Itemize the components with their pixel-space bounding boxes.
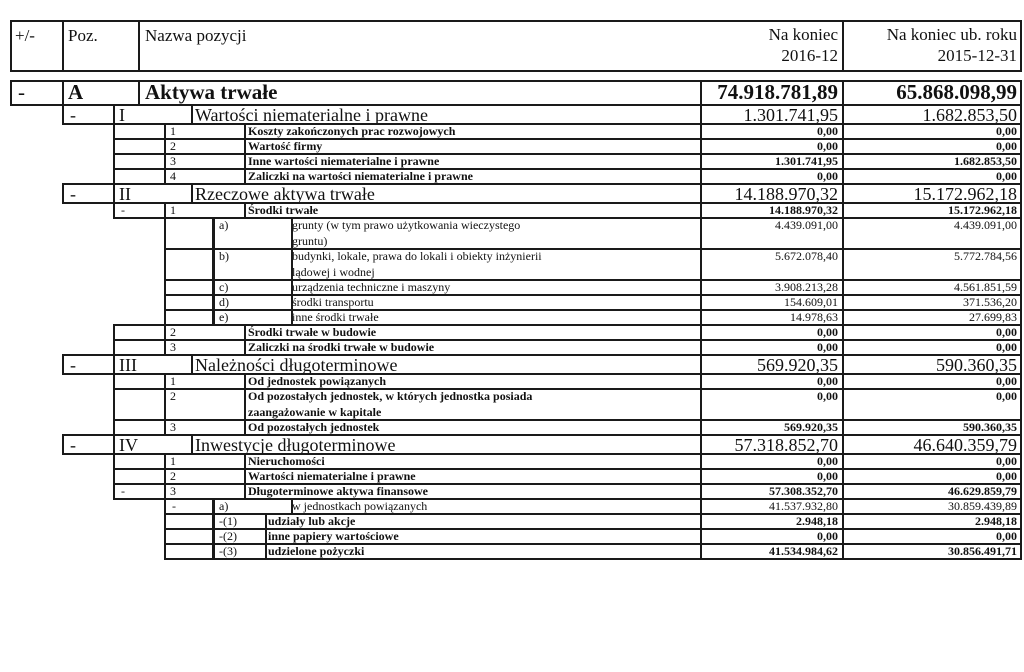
row-name: Wartość firmy (248, 139, 323, 153)
row-name: Zaliczki na środki trwałe w budowie (248, 340, 435, 354)
row-code: 1 (170, 454, 176, 468)
row-name: Zaliczki na wartości niematerialne i prawne (248, 169, 473, 183)
row-name: Nieruchomości (248, 454, 325, 468)
row-prev-value: 0,00 (996, 529, 1017, 543)
header-current-line1: Na koniec (768, 25, 838, 44)
row-prev-value: 27.699,83 (969, 310, 1017, 324)
row-name: inne papiery wartościowe (268, 529, 399, 543)
row-current-value: 0,00 (817, 340, 838, 354)
row-code: e) (219, 310, 229, 324)
row-code: -(1) (219, 514, 237, 528)
row-current-value: 41.537.932,80 (769, 499, 838, 513)
row-prev-value: 65.868.098,99 (896, 80, 1017, 104)
row-code: 3 (170, 154, 176, 168)
row-code: -(2) (219, 529, 237, 543)
row-current-value: 0,00 (817, 374, 838, 388)
row-prev-value: 2.948,18 (975, 514, 1017, 528)
row-prev-value: 0,00 (996, 139, 1017, 153)
row-code: 3 (170, 340, 176, 354)
row-prev-value: 46.629.859,79 (948, 484, 1017, 498)
row-current-value: 154.609,01 (784, 295, 838, 309)
row-toggle-icon[interactable]: - (70, 184, 76, 204)
row-toggle-icon[interactable]: - (18, 80, 25, 104)
row-code: IV (119, 435, 138, 455)
row-name: Środki trwałe (248, 203, 319, 217)
row-toggle-icon[interactable]: - (172, 499, 176, 513)
row-current-value: 57.318.852,70 (734, 435, 838, 455)
row-current-value: 0,00 (817, 139, 838, 153)
row-code: 1 (170, 374, 176, 388)
row-code: 1 (170, 124, 176, 138)
row-current-value: 1.301.741,95 (743, 105, 838, 125)
row-code-cell (164, 388, 246, 421)
row-toggle-cell (164, 248, 214, 281)
row-code: 2 (170, 389, 176, 403)
row-current-value: 41.534.984,62 (769, 544, 838, 558)
row-name: Inne wartości niematerialne i prawne (248, 154, 440, 168)
row-prev-value: 46.640.359,79 (913, 435, 1017, 455)
row-prev-value: 0,00 (996, 469, 1017, 483)
row-current-value: 14.188.970,32 (769, 203, 838, 217)
row-code: 2 (170, 325, 176, 339)
row-prev-value: 590.360,35 (936, 355, 1017, 375)
row-current-value: 0,00 (817, 529, 838, 543)
row-name: Od pozostałych jednostek, w których jednostka posiada (248, 389, 533, 403)
row-prev-value: 5.772.784,56 (954, 249, 1017, 263)
row-toggle-icon[interactable]: - (121, 203, 125, 217)
row-code: a) (219, 499, 229, 513)
row-code: II (119, 184, 131, 204)
row-code: 3 (170, 484, 176, 498)
row-code: 1 (170, 203, 176, 217)
row-current-value: 14.978,63 (790, 310, 838, 324)
row-current-value: 5.672.078,40 (775, 249, 838, 263)
row-prev-value: 30.856.491,71 (948, 544, 1017, 558)
row-current-value: 0,00 (817, 454, 838, 468)
row-prev-value: 0,00 (996, 454, 1017, 468)
row-code: I (119, 105, 125, 125)
row-prev-value: 371.536,20 (963, 295, 1017, 309)
row-name: Od jednostek powiązanych (248, 374, 387, 388)
row-current-value: 0,00 (817, 469, 838, 483)
row-prev-value: 0,00 (996, 389, 1017, 403)
row-code: -(3) (219, 544, 237, 558)
row-current-value: 569.920,35 (784, 420, 838, 434)
header-prev-line2: 2015-12-31 (937, 46, 1017, 65)
row-name: Środki trwałe w budowie (248, 325, 377, 339)
row-name: inne środki trwałe (292, 310, 379, 324)
row-name: zaangażowanie w kapitale (248, 405, 382, 419)
row-prev-value: 0,00 (996, 124, 1017, 138)
row-code: c) (219, 280, 229, 294)
row-current-value: 0,00 (817, 325, 838, 339)
row-code: 2 (170, 469, 176, 483)
row-code: a) (219, 218, 229, 232)
row-prev-value: 0,00 (996, 340, 1017, 354)
row-name: urządzenia techniczne i maszyny (292, 280, 451, 294)
row-name: Należności długoterminowe (195, 355, 398, 375)
row-name: Koszty zakończonych prac rozwojowych (248, 124, 456, 138)
row-code-cell (113, 104, 193, 125)
row-prev-value: 0,00 (996, 374, 1017, 388)
row-toggle-icon[interactable]: - (70, 105, 76, 125)
row-toggle-cell (113, 388, 166, 421)
row-name: budynki, lokale, prawa do lokali i obiekty inżynierii (292, 249, 542, 263)
row-toggle-cell (164, 543, 214, 560)
row-name: Rzeczowe aktywa trwałe (195, 184, 375, 204)
row-prev-value: 1.682.853,50 (922, 105, 1017, 125)
row-current-value: 4.439.091,00 (775, 218, 838, 232)
row-prev-value: 0,00 (996, 169, 1017, 183)
row-prev-value: 0,00 (996, 325, 1017, 339)
row-name: środki transportu (292, 295, 374, 309)
row-name: lądowej i wodnej (292, 265, 375, 279)
row-name: udzielone pożyczki (268, 544, 365, 558)
row-prev-value: 15.172.962,18 (948, 203, 1017, 217)
row-name: Inwestycje długoterminowe (195, 435, 396, 455)
row-current-value: 569.920,35 (757, 355, 838, 375)
row-toggle-icon[interactable]: - (121, 484, 125, 498)
row-code: III (119, 355, 137, 375)
row-code: A (68, 80, 84, 104)
row-current-value: 0,00 (817, 389, 838, 403)
row-prev-value: 30.859.439,89 (948, 499, 1017, 513)
row-name: udziały lub akcje (268, 514, 356, 528)
row-current-value: 14.188.970,32 (734, 184, 838, 204)
row-name: Od pozostałych jednostek (248, 420, 380, 434)
row-prev-value: 1.682.853,50 (954, 154, 1017, 168)
row-name: Wartości niematerialne i prawne (195, 105, 428, 125)
row-toggle-icon[interactable]: - (70, 355, 76, 375)
row-prev-value: 590.360,35 (963, 420, 1017, 434)
row-current-value: 3.908.213,28 (775, 280, 838, 294)
row-code: 2 (170, 139, 176, 153)
row-name: Aktywa trwałe (145, 80, 278, 104)
row-code: 4 (170, 169, 176, 183)
row-code: 3 (170, 420, 176, 434)
header-poz: Poz. (68, 26, 98, 45)
row-prev-value: 4.561.851,59 (954, 280, 1017, 294)
row-name: Wartości niematerialne i prawne (248, 469, 416, 483)
row-code: b) (219, 249, 229, 263)
row-current-value: 1.301.741,95 (775, 154, 838, 168)
header-current-line2: 2016-12 (781, 46, 838, 65)
header-prev-line1: Na koniec ub. roku (886, 25, 1017, 44)
row-current-value: 57.308.352,70 (769, 484, 838, 498)
row-name: Długoterminowe aktywa finansowe (248, 484, 428, 498)
header-toggle: +/- (15, 26, 35, 45)
row-name: grunty (w tym prawo użytkowania wieczystego (292, 218, 521, 232)
row-toggle-cell (164, 217, 214, 250)
row-current-value: 2.948,18 (796, 514, 838, 528)
row-prev-value: 4.439.091,00 (954, 218, 1017, 232)
row-toggle-icon[interactable]: - (70, 435, 76, 455)
row-current-value: 0,00 (817, 124, 838, 138)
header-name: Nazwa pozycji (145, 26, 247, 45)
row-name: w jednostkach powiązanych (292, 499, 428, 513)
row-prev-value: 15.172.962,18 (913, 184, 1017, 204)
row-current-value: 0,00 (817, 169, 838, 183)
row-current-value: 74.918.781,89 (717, 80, 838, 104)
row-name: gruntu) (292, 234, 328, 248)
row-code: d) (219, 295, 229, 309)
